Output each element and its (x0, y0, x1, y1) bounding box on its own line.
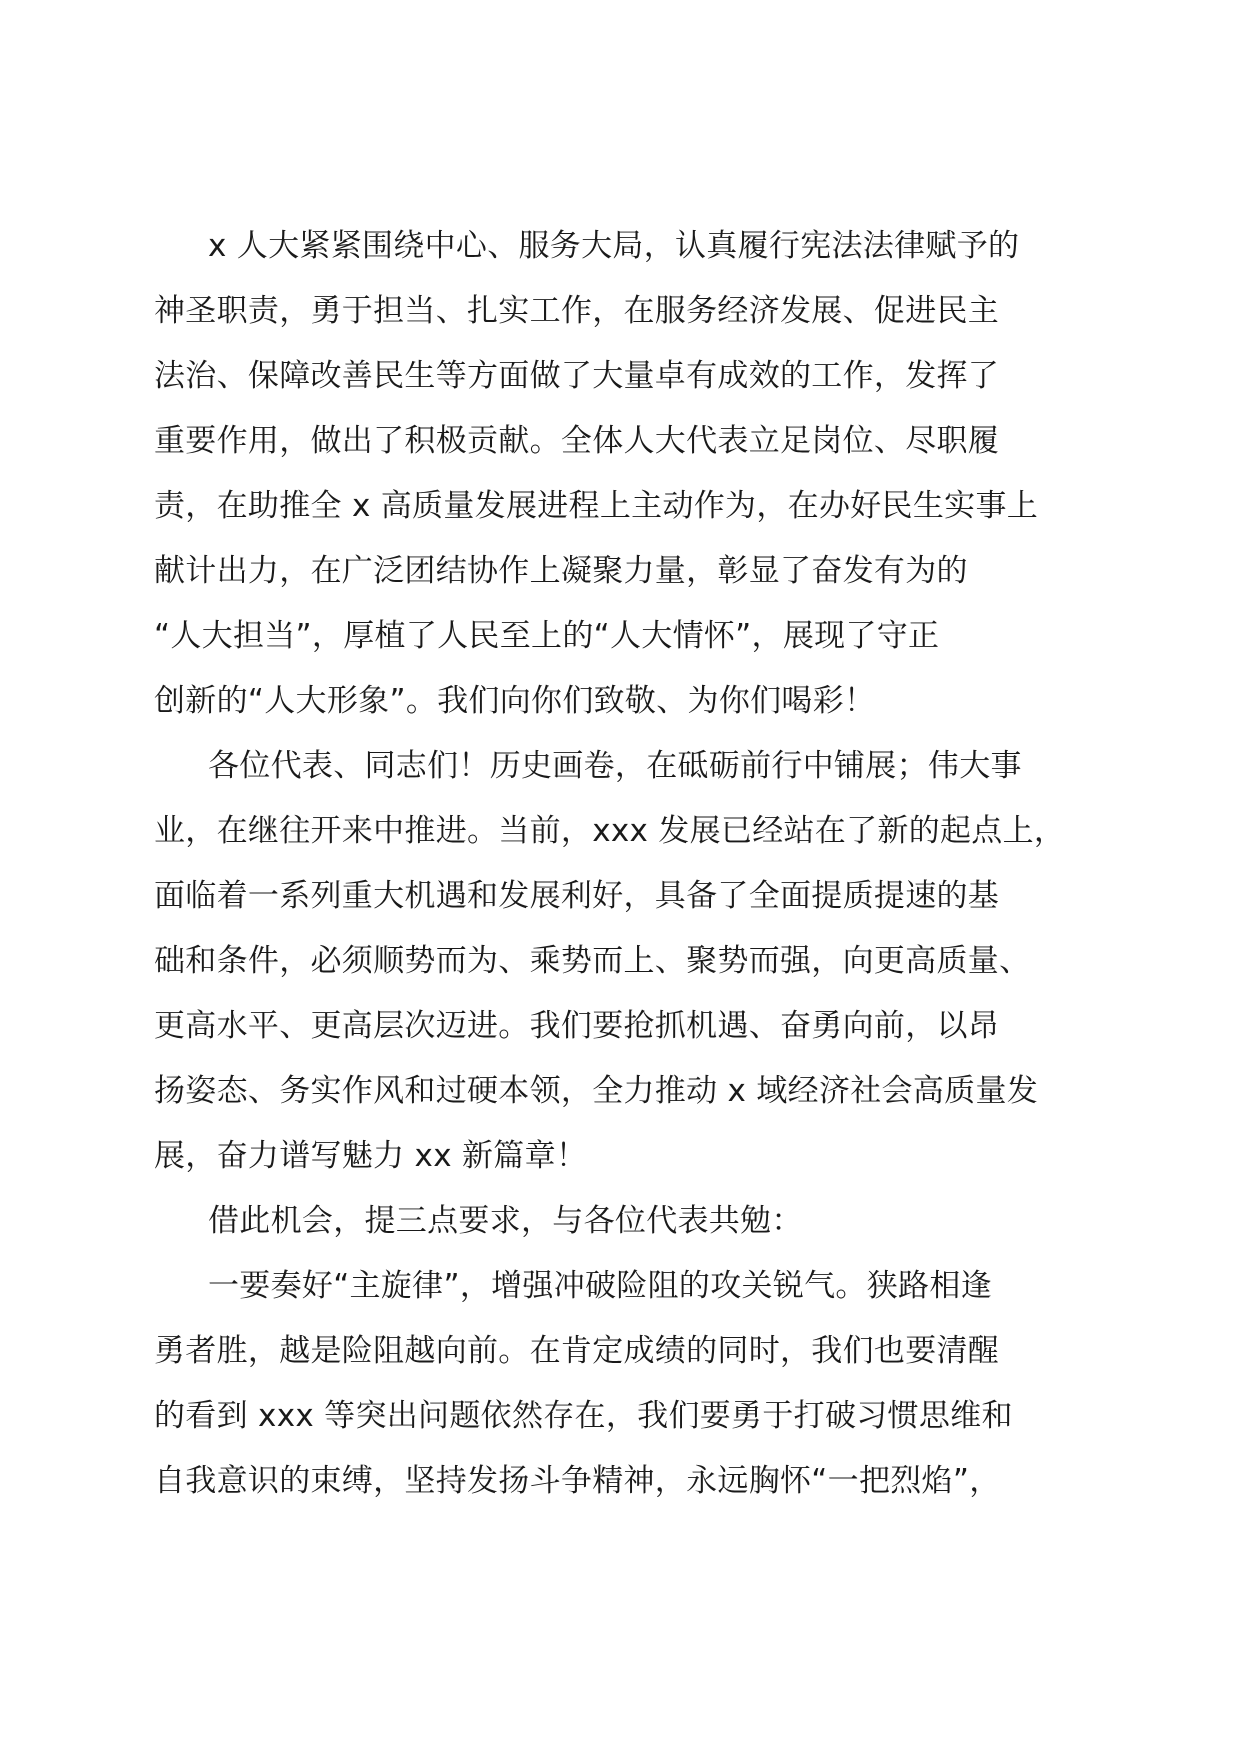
text-line: 各位代表、同志们！历史画卷，在砥砺前行中铺展；伟大事 (208, 748, 1022, 784)
text-line: 面临着一系列重大机遇和发展利好，具备了全面提质提速的基 (154, 878, 1000, 914)
text-line: 责，在助推全 x 高质量发展进程上主动作为，在办好民生实事上 (154, 488, 1039, 524)
text-line: 勇者胜，越是险阻越向前。在肯定成绩的同时，我们也要清醒 (154, 1333, 1000, 1369)
text-line: 借此机会，提三点要求，与各位代表共勉： (208, 1203, 803, 1239)
text-line: 础和条件，必须顺势而为、乘势而上、聚势而强，向更高质量、 (154, 943, 1031, 979)
text-line: 的看到 xxx 等突出问题依然存在，我们要勇于打破习惯思维和 (154, 1398, 1013, 1434)
text-line: 重要作用，做出了积极贡献。全体人大代表立足岗位、尽职履 (154, 423, 1000, 459)
text-line: 自我意识的束缚，坚持发扬斗争精神，永远胸怀“一把烈焰”， (154, 1463, 1001, 1499)
text-line: 神圣职责，勇于担当、扎实工作，在服务经济发展、促进民主 (154, 293, 1000, 329)
text-line: 业，在继往开来中推进。当前，xxx 发展已经站在了新的起点上， (154, 813, 1066, 849)
text-line: 献计出力，在广泛团结协作上凝聚力量，彰显了奋发有为的 (154, 553, 968, 589)
text-line: 扬姿态、务实作风和过硬本领，全力推动 x 域经济社会高质量发 (154, 1073, 1039, 1109)
text-line: “人大担当”，厚植了人民至上的“人大情怀”，展现了守正 (154, 618, 940, 654)
body-text (154, 214, 1114, 1514)
text-line: 一要奏好“主旋律”，增强冲破险阻的攻关锐气。狭路相逢 (208, 1268, 992, 1304)
text-line: 法治、保障改善民生等方面做了大量卓有成效的工作，发挥了 (154, 358, 1000, 394)
text-line: x 人大紧紧围绕中心、服务大局，认真履行宪法法律赋予的 (208, 228, 1020, 264)
text-line: 展，奋力谱写魅力 xx 新篇章！ (154, 1138, 588, 1174)
text-line: 创新的“人大形象”。我们向你们致敬、为你们喝彩！ (154, 683, 876, 719)
text-line: 更高水平、更高层次迈进。我们要抢抓机遇、奋勇向前，以昂 (154, 1008, 1000, 1044)
